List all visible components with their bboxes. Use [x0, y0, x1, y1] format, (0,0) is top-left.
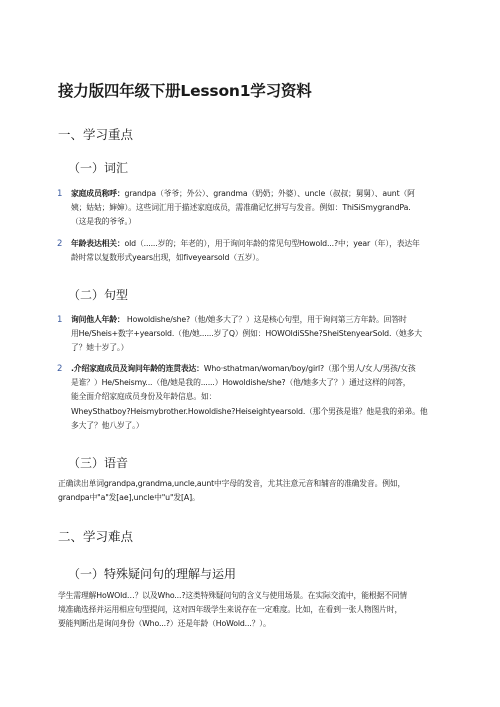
special-questions-paragraph [58, 589, 443, 632]
paragraph-line: WheySthatboy?Heismybrother.Howoldishe?Heiseightyearsold.（那个男孩是谁？他是我的弟弟。他 [71, 406, 428, 416]
item-term: 询问他人年龄： [71, 315, 125, 324]
subsection-heading-sentence-patterns: （二）句型 [68, 288, 129, 302]
paragraph-line: 正确读出单词grandpa,grandma,uncle,aunt中字母的发音，尤其注意元音和辅音的准确发音。例如， [58, 479, 406, 488]
document-title: 接力版四年级下册Lesson1学习资料 [58, 82, 312, 100]
pattern-item-asking-age [71, 313, 443, 356]
paragraph-line: （这是我的爷爷。） [71, 217, 136, 227]
item-term: .介绍家庭成员及询问年龄的连贯表达： [71, 364, 204, 373]
paragraph-line: Who·sthatman/woman/boy/girl?（那个男人/女人/男孩/女孩 [203, 364, 416, 373]
item-term: 年龄表达相关： [71, 239, 125, 248]
paragraph-line: 了？她十岁了。） [71, 343, 129, 353]
subsection-heading-vocabulary: （一）词汇 [68, 161, 129, 175]
paragraph-line: 要能判断出是询问身份（Who...?）还是年龄（HoWold...？）。 [58, 619, 271, 629]
pronunciation-paragraph [58, 477, 443, 505]
subsection-heading-special-questions: （一）特殊疑问句的理解与运用 [68, 567, 237, 581]
section-heading-difficulties: 二、学习难点 [58, 529, 134, 544]
paragraph-line: grandpa中"a"发[ae],uncle中"u"发[A]。 [58, 493, 200, 503]
paragraph-line: 境准确选择并运用相应句型提问，这对四年级学生来说存在一定难度。比如，在看到一张人物图片时， [58, 605, 403, 615]
section-heading-key-points: 一、学习重点 [58, 127, 134, 142]
paragraph-line: grandpa（爷爷；外公）、grandma（奶奶；外婆）、uncle（叔叔；舅舅）、aunt（阿 [124, 189, 415, 198]
item-number: 1 [57, 315, 63, 325]
paragraph-line: 是谁？）He/Sheismy...（他/她是我的......）Howoldishe/she?（他/她多大了？）通过这样的问答， [71, 378, 411, 388]
vocabulary-item-age-expressions [71, 237, 443, 265]
item-term: 家庭成员称呼： [71, 189, 125, 198]
paragraph-line: 学生需理解HoWOld…？以及Who...?这类特殊疑问句的含义与使用场景。在实际交流中，能根据不同情 [58, 591, 408, 600]
pattern-item-introducing-family [71, 362, 443, 433]
paragraph-line: 姨；姑姑；婶婶）。这些词汇用于描述家庭成员，需准确记忆拼写与发音。例如：ThiSiSmygrandPa. [71, 203, 411, 213]
paragraph-line: old（......岁的；年老的），用于询问年龄的常见句型Howold...?中；year（年），表达年 [124, 239, 420, 248]
item-number: 2 [57, 239, 63, 249]
item-number: 2 [57, 364, 63, 374]
paragraph-line: Howoldishe/she?（他/她多大了？）这是核心句型，用于询问第三方年龄。回答时 [124, 315, 407, 324]
vocabulary-item-family-members [71, 187, 443, 230]
subsection-heading-pronunciation: （三）语音 [68, 456, 129, 470]
item-number: 1 [57, 189, 63, 199]
paragraph-line: 用He/Sheis+数字+yearsold.（他/她......岁了Q）例如：HOWOldiSShe?SheiStenyearSold.（她多大 [71, 329, 422, 339]
paragraph-line: 能全面介绍家庭成员身份及年龄信息。如： [71, 392, 217, 402]
paragraph-line: 龄时常以复数形式years出现，如fiveyearsold（五岁）。 [71, 253, 264, 263]
paragraph-line: 多大了？他八岁了。） [71, 420, 144, 430]
